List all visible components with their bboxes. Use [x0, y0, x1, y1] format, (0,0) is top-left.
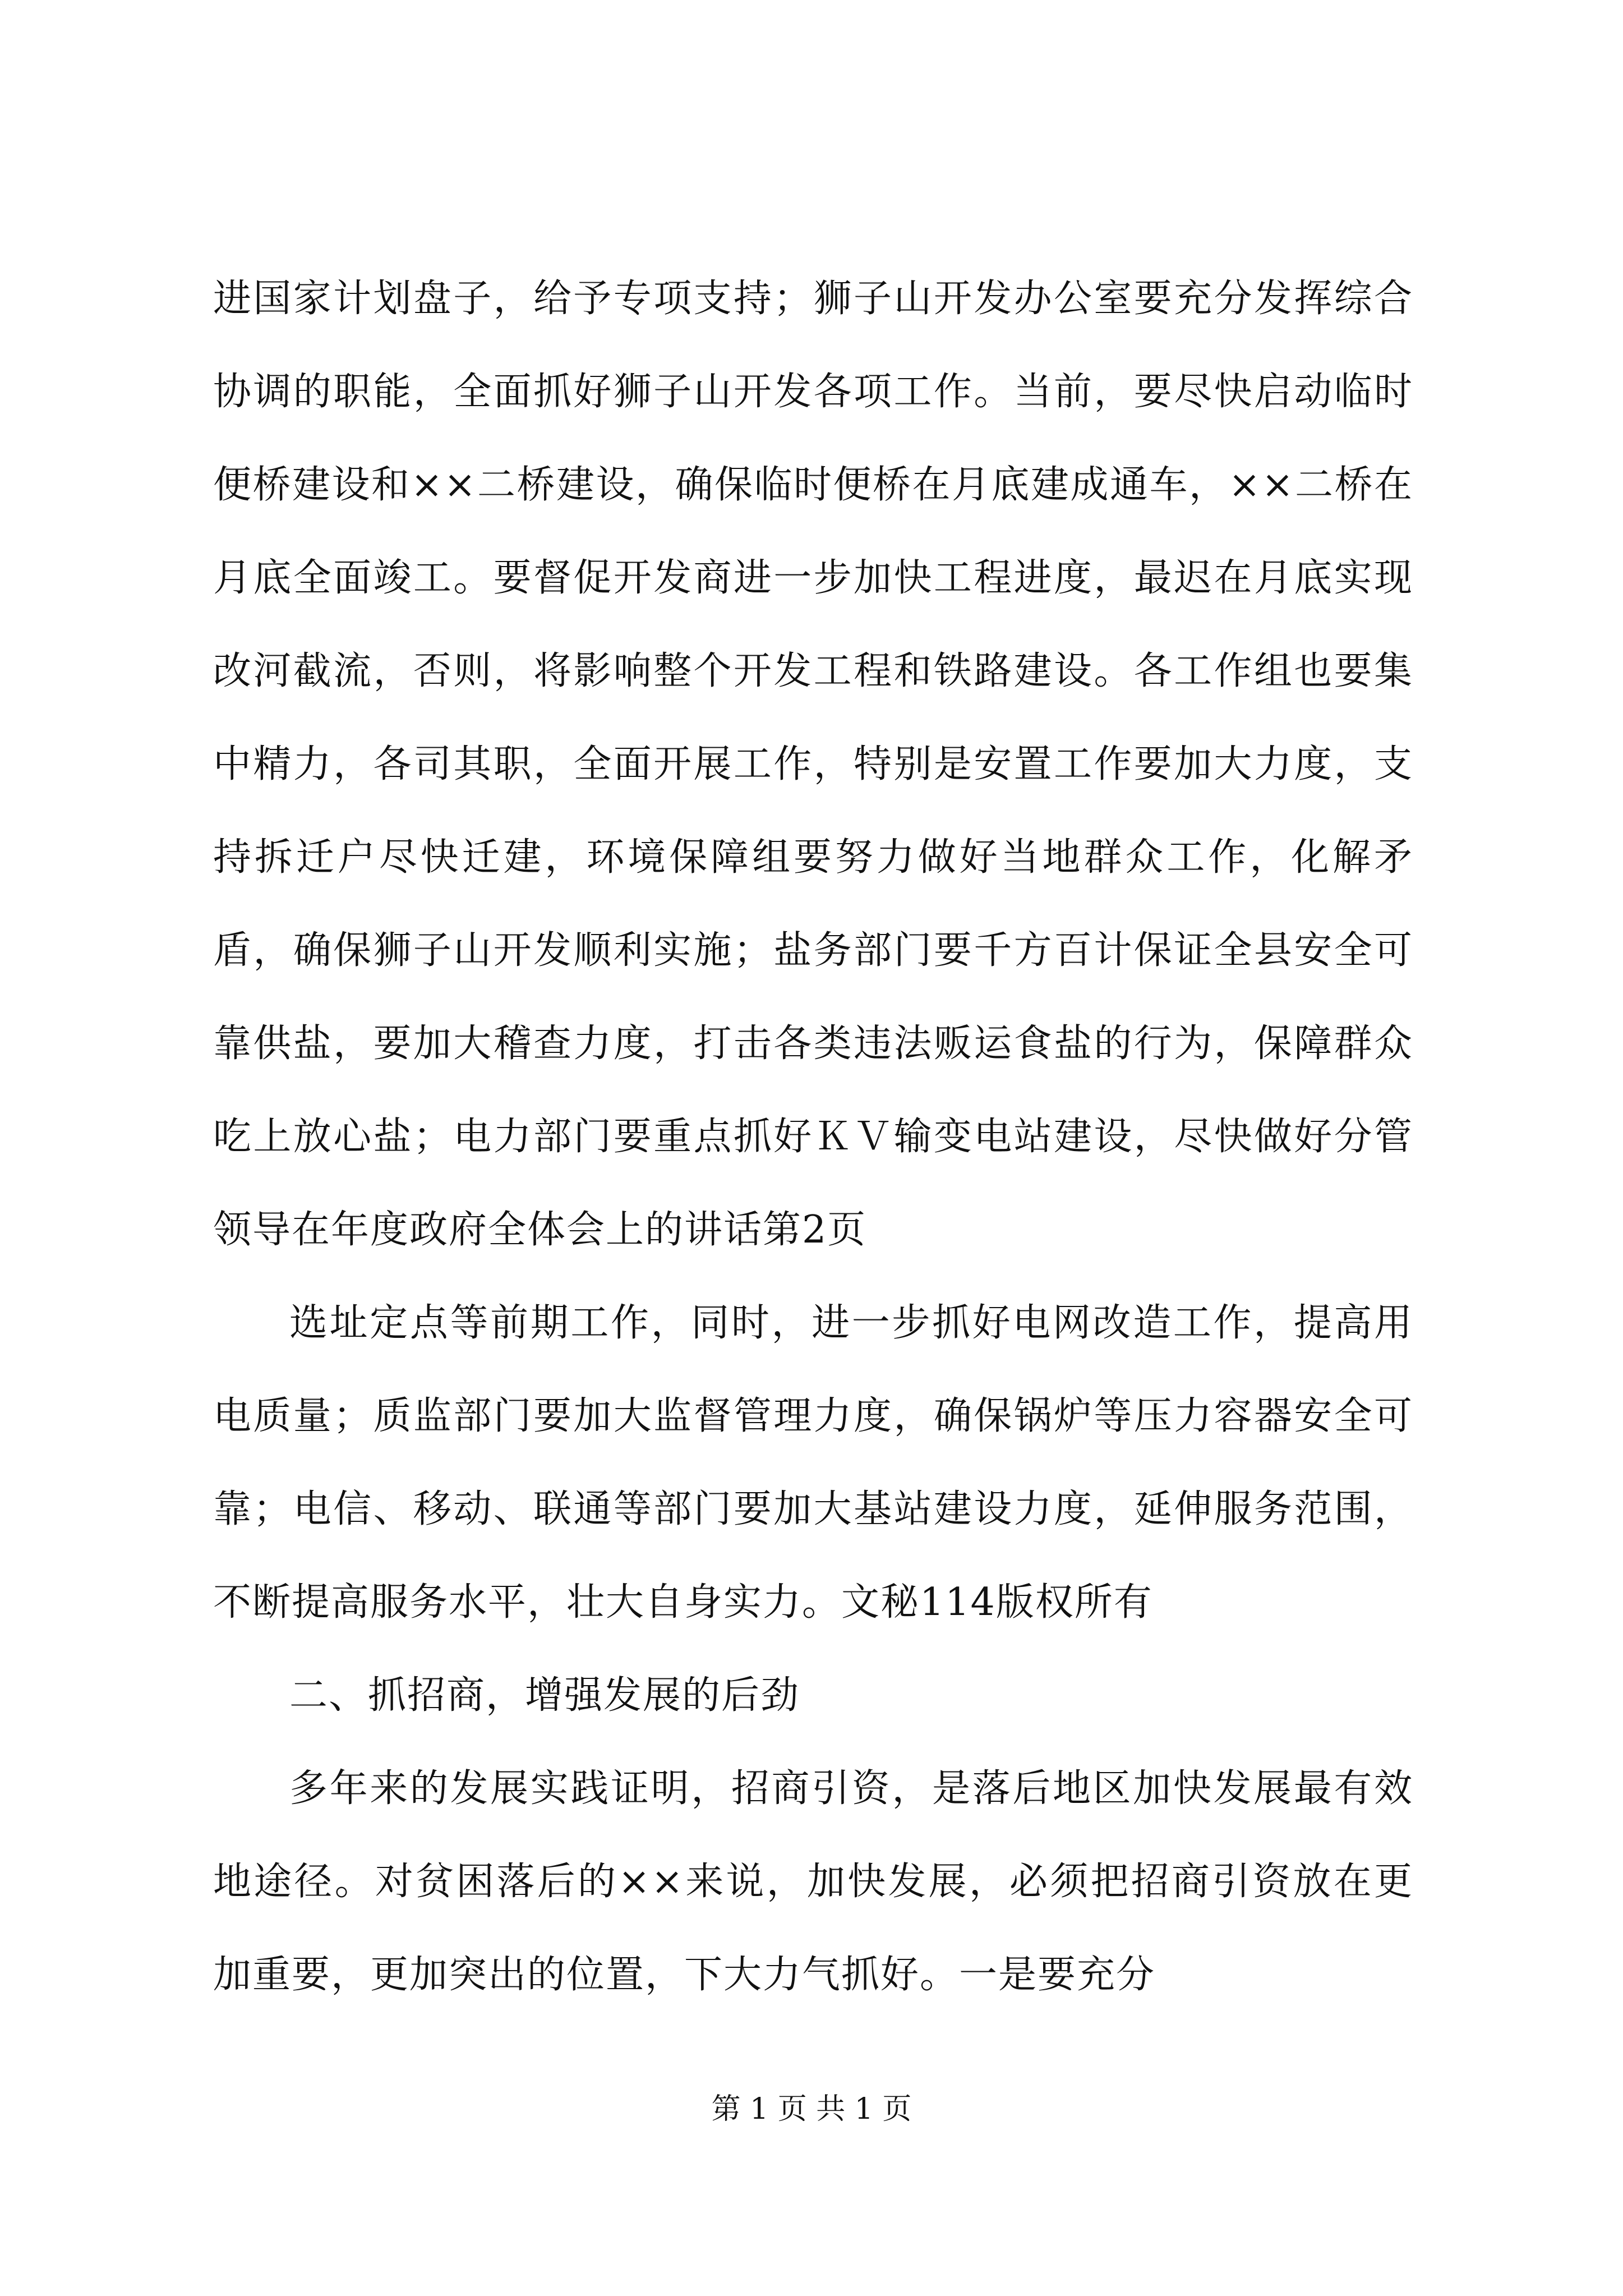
page-footer: 第 1 页 共 1 页 — [711, 2092, 912, 2126]
section-heading: 二、抓招商，增强发展的后劲 — [289, 1673, 800, 1718]
document-body — [213, 252, 1413, 2022]
paragraph-3: 多年来的发展实践证明，招商引资，是落后地区加快发展最有效地途径。对贫困落后的××来说，加快发展，必须把招商引资放在更加重要，更加突出的位置，下大力气抓好。一是要充分 — [213, 1766, 1413, 1997]
paragraph-2: 选址定点等前期工作，同时，进一步抓好电网改造工作，提高用电质量；质监部门要加大监督管理力度，确保锅炉等压力容器安全可靠；电信、移动、联通等部门要加大基站建设力度，延伸服务范围，不断提高服务水平，壮大自身实力。文秘114版权所有 — [213, 1301, 1413, 1625]
paragraph-1: 进国家计划盘子，给予专项支持；狮子山开发办公室要充分发挥综合协调的职能，全面抓好狮子山开发各项工作。当前，要尽快启动临时便桥建设和××二桥建设，确保临时便桥在月底建成通车，××二桥在月底全面竣工。要督促开发商进一步加快工程进度，最迟在月底实现改河截流，否则，将影响整个开发工程和铁路建设。各工作组也要集中精力，各司其职，全面开展工作，特别是安置工作要加大力度，支持拆迁户尽快迁建，环境保障组要努力做好当地群众工作，化解矛盾，确保狮子山开发顺利实施；盐务部门要千方百计保证全县安全可靠供盐，要加大稽查力度，打击各类违法贩运食盐的行为，保障群众吃上放心盐；电力部门要重点抓好ＫＶ输变电站建设，尽快做好分管领导在年度政府全体会上的讲话第2页 — [213, 277, 1413, 1252]
